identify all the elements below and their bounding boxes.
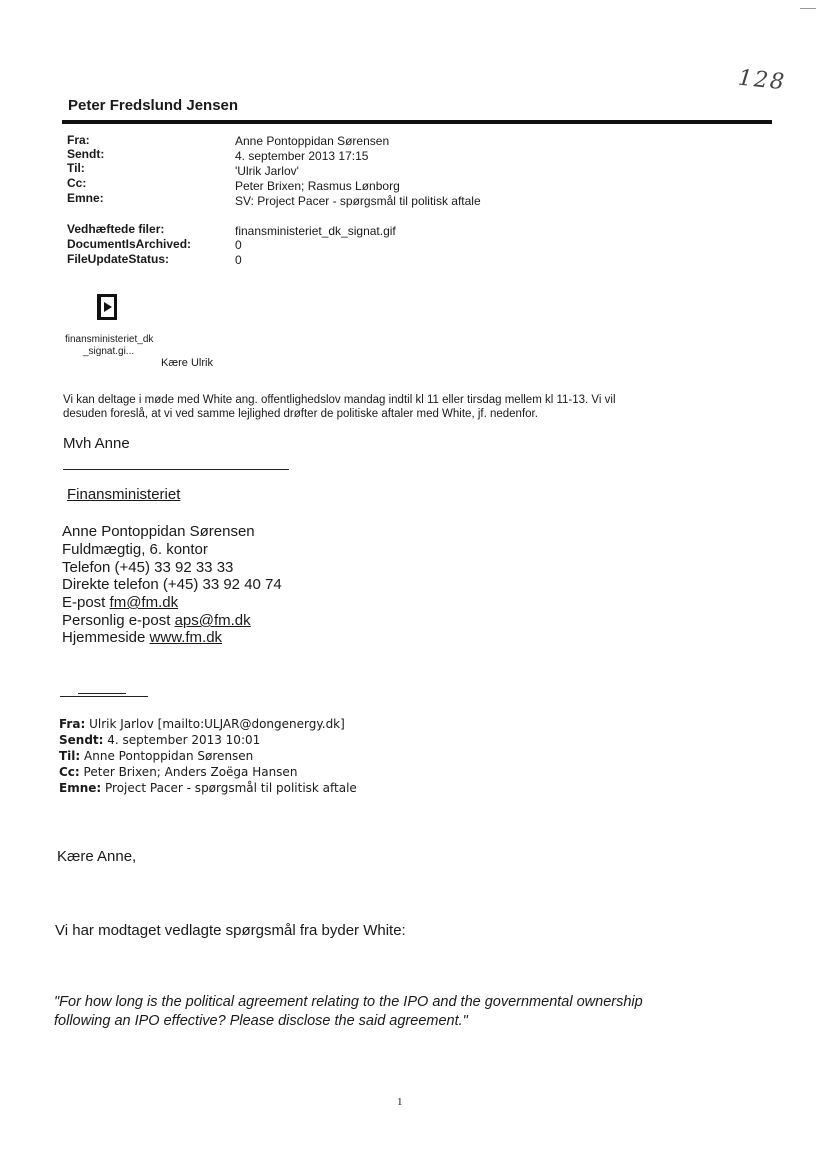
signature-direct-phone: Direkte telefon (+45) 33 92 40 74 bbox=[62, 576, 282, 593]
attachments-value: finansministeriet_dk_signat.gif bbox=[235, 224, 396, 238]
forwarded-sent: Sendt: 4. september 2013 10:01 bbox=[59, 733, 261, 747]
email-link[interactable]: fm@fm.dk bbox=[109, 594, 179, 611]
cc-label: Cc: bbox=[67, 176, 87, 190]
forwarded-subject: Emne: Project Pacer - spørgsmål til politisk aftale bbox=[59, 781, 357, 795]
original-greeting: Kære Anne, bbox=[57, 848, 137, 865]
to-label: Til: bbox=[67, 161, 85, 175]
mailbox-owner-name: Peter Fredslund Jensen bbox=[68, 97, 239, 114]
image-file-icon[interactable] bbox=[97, 294, 117, 320]
update-status-value: 0 bbox=[235, 253, 242, 267]
personal-email-label: Personlig e-post bbox=[62, 612, 175, 629]
forwarded-cc: Cc: Peter Brixen; Anders Zoëga Hansen bbox=[59, 765, 298, 779]
signature-divider bbox=[63, 469, 289, 470]
from-label: Fra: bbox=[67, 133, 90, 147]
update-status-label: FileUpdateStatus: bbox=[67, 252, 170, 266]
reply-greeting: Kære Ulrik bbox=[161, 357, 213, 369]
website-link[interactable]: www.fm.dk bbox=[149, 629, 223, 646]
signature-website-line bbox=[62, 629, 222, 647]
forwarded-to: Til: Anne Pontoppidan Sørensen bbox=[59, 749, 254, 763]
signature-title: Fuldmægtig, 6. kontor bbox=[62, 541, 208, 558]
scan-mark bbox=[800, 8, 816, 9]
signature-name: Anne Pontoppidan Sørensen bbox=[62, 523, 255, 540]
original-intro: Vi har modtaget vedlagte spørgsmål fra byder White: bbox=[55, 922, 406, 939]
header-rule bbox=[62, 120, 772, 124]
archived-value: 0 bbox=[235, 238, 242, 252]
reply-closing: Mvh Anne bbox=[63, 435, 130, 452]
website-label: Hjemmeside bbox=[62, 629, 150, 646]
subject-label: Emne: bbox=[67, 191, 104, 205]
quote-line1: "For how long is the political agreement relating to the IPO and the governmental ownership bbox=[54, 994, 643, 1010]
cc-value: Peter Brixen; Rasmus Lønborg bbox=[235, 179, 400, 193]
attachment-caption-line1: finansministeriet_dk bbox=[65, 334, 154, 345]
personal-email-link[interactable]: aps@fm.dk bbox=[174, 612, 251, 629]
forwarded-from: Fra: Ulrik Jarlov [mailto:ULJAR@dongenergy.dk] bbox=[59, 717, 345, 731]
to-value: 'Ulrik Jarlov' bbox=[235, 164, 299, 178]
handwritten-page-reference: 128 bbox=[736, 65, 788, 96]
attachment-caption-line2: _signat.gi... bbox=[83, 346, 135, 357]
signature-org-link[interactable]: Finansministeriet bbox=[67, 486, 181, 503]
reply-body-line2: desuden foreslå, at vi ved samme lejlighed drøfter de politiske aftaler med White, jf. nedenfor. bbox=[63, 408, 538, 420]
subject-value: SV: Project Pacer - spørgsmål til politisk aftale bbox=[235, 194, 481, 208]
attachments-label: Vedhæftede filer: bbox=[67, 222, 165, 236]
forward-divider-accent bbox=[78, 693, 126, 694]
sent-label: Sendt: bbox=[67, 147, 105, 161]
sent-value: 4. september 2013 17:15 bbox=[235, 149, 369, 163]
email-label: E-post bbox=[62, 594, 110, 611]
page-number: 1 bbox=[397, 1096, 403, 1108]
archived-label: DocumentIsArchived: bbox=[67, 237, 192, 251]
from-value: Anne Pontoppidan Sørensen bbox=[235, 134, 390, 148]
reply-body-line1: Vi kan deltage i møde med White ang. offentlighedslov mandag indtil kl 11 eller tirsdag mellem kl 11-13. Vi vil bbox=[63, 394, 616, 406]
quote-line2: following an IPO effective? Please disclose the said agreement." bbox=[54, 1013, 468, 1029]
forward-divider bbox=[60, 696, 148, 697]
signature-phone: Telefon (+45) 33 92 33 33 bbox=[62, 559, 234, 576]
signature-personal-email-line bbox=[62, 612, 251, 630]
signature-email-line bbox=[62, 594, 178, 612]
